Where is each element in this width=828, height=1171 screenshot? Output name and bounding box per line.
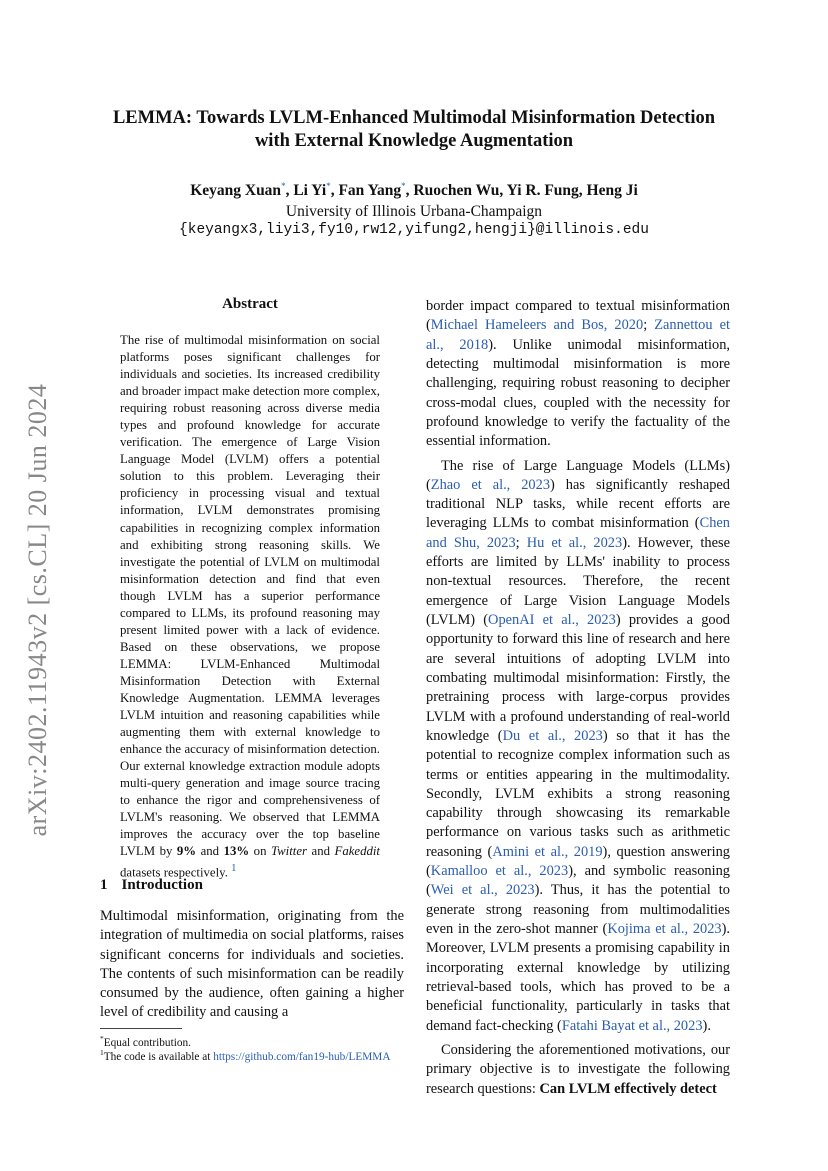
paragraph (426, 457, 730, 1036)
citation-link[interactable]: Du et al., 2023 (502, 727, 603, 744)
right-column (426, 297, 730, 1099)
introduction-body: Multimodal misinformation, originating from the integration of multimedia on social platforms, raises significant concerns for individuals and societies. The contents of such misinformation can be readily consumed by the audience, often gaining a higher level of credibility and causing a (100, 908, 404, 1021)
text-run: ). Moreover, LVLM presents a promising capability in incorporating external knowledge by utilizing retrieval-based tools, which has proved to be a beneficial functionality, particularly in tasks that demand fact-checking ( (426, 921, 730, 1034)
bold-text: Can LVLM effectively detect (539, 1080, 717, 1097)
section-heading-introduction: 1 Introduction (100, 877, 203, 893)
citation-link[interactable]: Zannettou et al., 2018 (426, 317, 731, 353)
footnote-code: $^1$The code is available at https://github.com/fan19-hub/LEMMA (100, 1048, 391, 1063)
text-run: ), and symbolic reasoning ( (426, 863, 730, 899)
text-run: ) has significantly reshaped traditional NLP tasks, while recent efforts are leveraging LLMs to combat misinformation ( (426, 476, 730, 532)
text-run: ). Unlike unimodal misinformation, detecting multimodal misinformation is more challenging, requiring robust reasoning to decipher cross-modal clues, coupled with the necessity for profound knowledge to verify the factuality of the essential information. (426, 336, 730, 450)
citation-link[interactable]: Kamalloo et al., 2023 (430, 863, 569, 880)
citation-link[interactable]: Hu et al., 2023 (526, 534, 623, 551)
author-list: Keyang Xuan*, Li Yi*, Fan Yang*, Ruochen Wu, Yi R. Fung, Heng Ji (190, 181, 638, 200)
text-run: Considering the aforementioned motivations, our primary objective is to investigate the following research questions: (426, 1041, 730, 1097)
github-link[interactable]: https://github.com/fan19-hub/LEMMA (213, 1050, 391, 1063)
text-run: ), question answering ( (426, 843, 730, 880)
footnote-rule (100, 1028, 182, 1029)
paragraph (426, 297, 730, 452)
text-run: ). (702, 1017, 711, 1034)
citation-link[interactable]: Michael Hameleers and Bos, 2020 (430, 317, 644, 334)
footnote-equal-contribution: *Equal contribution. (100, 1034, 191, 1049)
author-emails: {keyangx3,liyi3,fy10,rw12,yifung2,hengji}@illinois.edu (179, 222, 649, 238)
text-run: border impact compared to textual misinformation ( (426, 298, 730, 334)
text-run: ; (643, 317, 655, 334)
paper-title: LEMMA: Towards LVLM-Enhanced Multimodal Misinformation Detection with External Knowledge Augmentation (112, 108, 716, 151)
citation-link[interactable]: Wei et al., 2023 (430, 882, 535, 899)
text-run: ). Thus, it has the potential to generate strong reasoning from multimodalities even in the zero-shot manner ( (426, 882, 731, 937)
paragraph (426, 1041, 730, 1099)
text-run: ) provides a good opportunity to forward this line of research and here are several intuitions of adopting LVLM into combating multimodal misinformation: Firstly, the pretraining process with large-corpus provides LVLM with a profound understanding of real-world knowledge ( (426, 612, 730, 744)
citation-link[interactable]: Zhao et al., 2023 (430, 476, 551, 493)
abstract-heading: Abstract (222, 296, 278, 312)
text-run: ) so that it has the potential to recognize complex information such as terms or entities appearing in the multimodality. Secondly, LVLM exhibits a strong reasoning capability through showcasing its remarkable performance on various tasks such as arithmetic reasoning ( (426, 727, 730, 860)
arxiv-identifier: arXiv:2402.11943v2 [cs.CL] 20 Jun 2024 (23, 383, 52, 837)
equal-contribution-mark[interactable]: * (281, 181, 286, 191)
citation-link[interactable]: Chen and Shu, 2023 (426, 515, 730, 551)
citation-link[interactable]: OpenAI et al., 2023 (488, 612, 616, 628)
text-run: The rise of Large Language Models (LLMs) ( (426, 457, 730, 493)
citation-link[interactable]: Fatahi Bayat et al., 2023 (561, 1017, 703, 1034)
text-run: ; (515, 534, 527, 551)
citation-link[interactable]: Amini et al., 2019 (492, 843, 603, 860)
abstract-body: The rise of multimodal misinformation on social platforms poses significant challenges for individuals and societies. Its increased credibility and broader impact make detection more complex, requiring robust reasoning across diverse media types and profound knowledge for accurate verification. The emergence of Large Vision Language Model (LVLM) offers a potential solution to this problem. Leveraging their proficiency in processing visual and textual information, LVLM demonstrates promising capabilities in recognizing complex information and exhibiting strong reasoning skills. We investigate the potential of LVLM on multimodal misinformation detection and find that even though LVLM has a superior performance compared to LLMs, its profound reasoning may present limited power with a lack of evidence. Based on these observations, we propose LEMMA: LVLM-Enhanced Multimodal Misinformation Detection with External Knowledge Augmentation. LEMMA leverages LVLM intuition and reasoning capabilities while augmenting them with external knowledge to enhance the accuracy of misinformation detection. Our external knowledge extraction module adopts multi-query generation and image source tracing to enhance the rigor and comprehensiveness of LVLM's reasoning. We observed that LEMMA improves the accuracy over the top baseline LVLM by 9% and 13% on Twitter and Fakeddit datasets respectively. $^1$ (120, 333, 380, 880)
affiliation: University of Illinois Urbana-Champaign (285, 203, 543, 220)
text-run: ). However, these efforts are limited by LLMs' inability to process non-textual resources. Therefore, the recent emergence of Large Vision Language Models (LVLM) ( (426, 534, 730, 628)
citation-link[interactable]: Kojima et al., 2023 (607, 921, 722, 937)
code-footnote-ref[interactable]: 1 (231, 863, 237, 875)
